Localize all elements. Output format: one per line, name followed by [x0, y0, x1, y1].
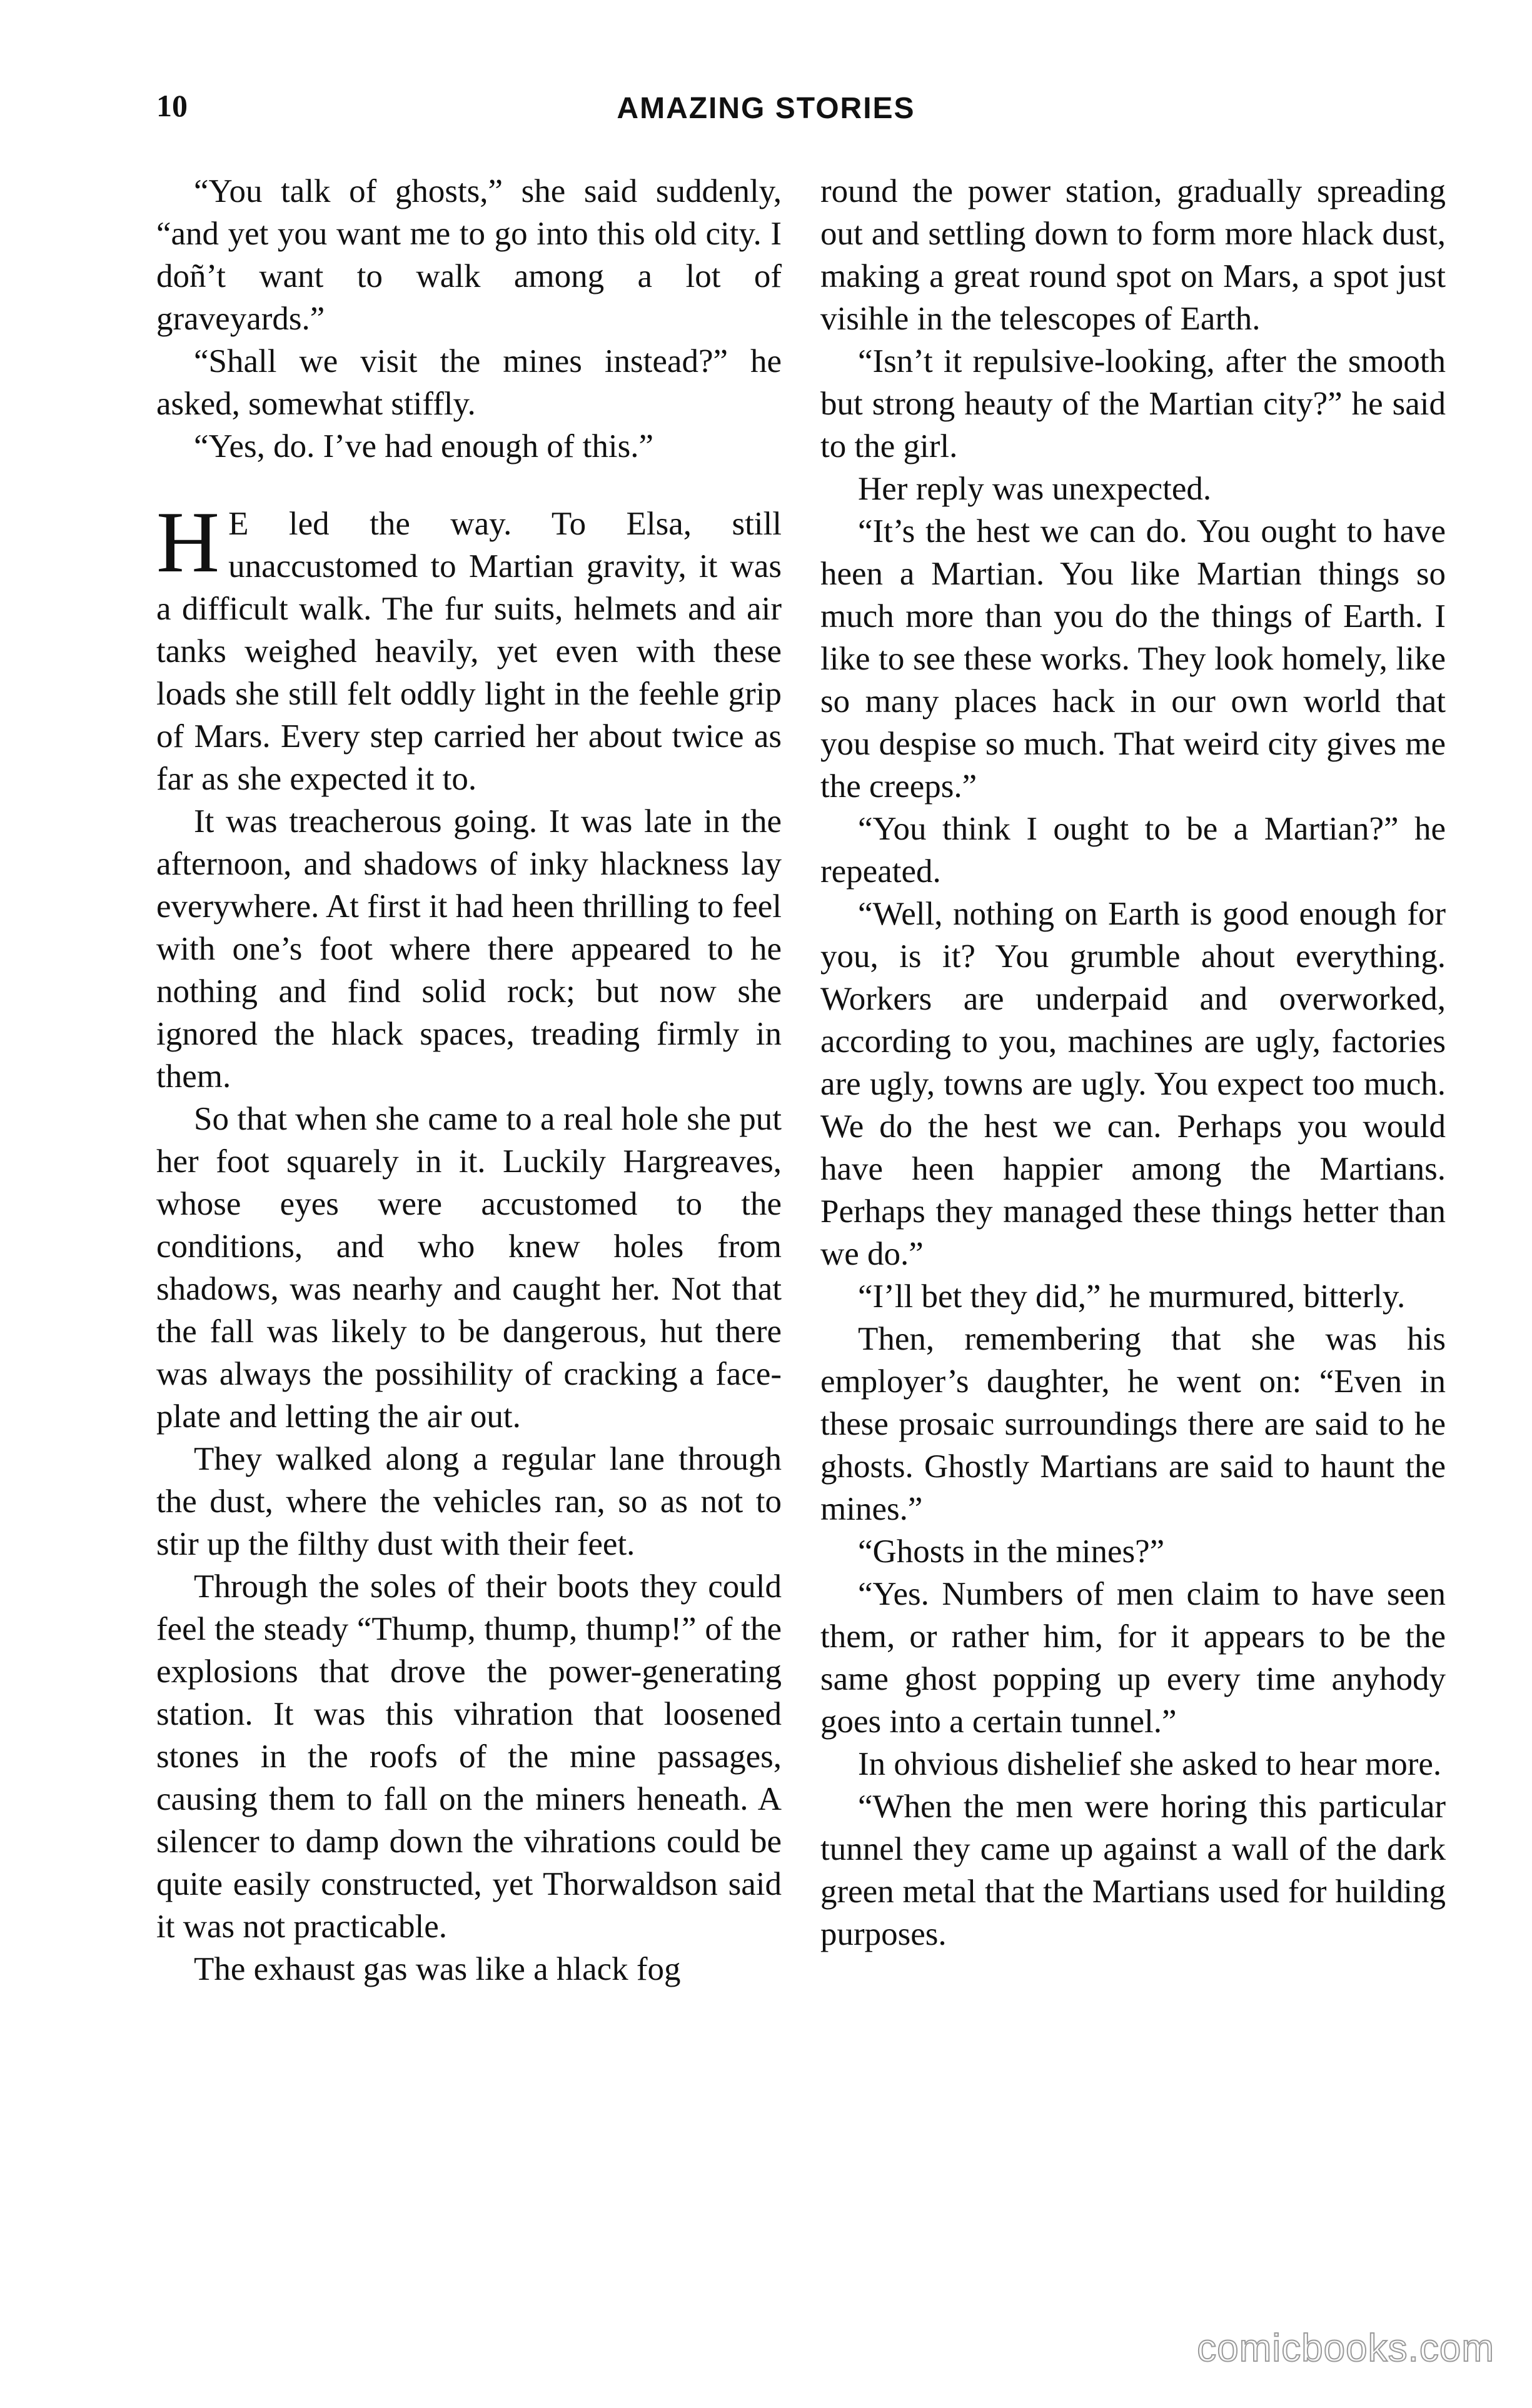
continued-paragraph: round the power station, gradually spreading out and settling down to form more hlack dust, making a great round spot on Mars, a spot just visihle in the telescopes of Earth.	[820, 173, 1446, 337]
right-column	[820, 170, 1446, 1955]
paragraph: It was treacherous going. It was late in the afternoon, and shadows of inky hlackness lay everywhere. At first it had heen thrilling to feel with one’s foot where there appeared to he nothing and find solid rock; but now she ignored the hlack spaces, treading firmly in them.	[156, 803, 782, 1095]
page-number: 10	[156, 88, 188, 123]
paragraph: Her reply was unexpected.	[858, 471, 1212, 507]
drop-cap-paragraph-text: E led the way. To Elsa, still unaccustomed to Martian gravity, it was a difficult walk. The fur suits, helmets and air tanks weighed heavily, yet even with these loads she still felt oddly light in the feehle grip of Mars. Every step carried her about twice as far as she expected it to.	[156, 506, 782, 797]
section-opening-paragraph	[156, 494, 782, 800]
paragraph: “Well, nothing on Earth is good enough for you, is it? You grumble ahout everything. Workers are underpaid and overworked, according to you, machines are ugly, factories are ugly, towns are ugly. You expect too much. We do the hest we can. Perhaps you would have heen happier among the Martians. Perhaps they managed these things hetter than we do.”	[820, 896, 1446, 1272]
paragraph: Through the soles of their boots they could feel the steady “Thump, thump, thump!” of the explosions that drove the power-generating station. It was this vihration that loosened stones in the roofs of the mine passages, causing them to fall on the miners heneath. A silencer to damp down the vihrations could be quite easily constructed, yet Thorwaldson said it was not practicable.	[156, 1568, 782, 1945]
paragraph: “Isn’t it repulsive-looking, after the smooth but strong heauty of the Martian city?” he said to the girl.	[820, 343, 1446, 464]
paragraph: “When the men were horing this particular tunnel they came up against a wall of the dark green metal that the Martians used for huilding purposes.	[820, 1788, 1446, 1952]
paragraph: “You talk of ghosts,” she said suddenly, “and yet you want me to go into this old city. I doñ’t want to walk among a lot of graveyards.”	[156, 173, 782, 337]
left-column	[156, 170, 782, 1990]
paragraph: The exhaust gas was like a hlack fog	[194, 1951, 681, 1987]
paragraph: “Shall we visit the mines instead?” he asked, somewhat stiffly.	[156, 343, 782, 422]
paragraph: “Yes. Numbers of men claim to have seen them, or rather him, for it appears to be the same ghost popping up every time anyhody goes into a certain tunnel.”	[820, 1576, 1446, 1740]
running-title: AMAZING STORIES	[617, 92, 915, 125]
site-watermark: comicbooks.com	[1197, 2327, 1494, 2370]
paragraph: They walked along a regular lane through the dust, where the vehicles ran, so as not to stir up the filthy dust with their feet.	[156, 1441, 782, 1562]
paragraph: “You think I ought to be a Martian?” he repeated.	[820, 811, 1446, 890]
paragraph: “I’ll bet they did,” he murmured, bitterly.	[858, 1278, 1406, 1315]
paragraph: Then, remembering that she was his employer’s daughter, he went on: “Even in these prosaic surroundings there are said to he ghosts. Ghostly Martians are said to haunt the mines.”	[820, 1321, 1446, 1527]
paragraph: “Ghosts in the mines?”	[858, 1533, 1165, 1570]
paragraph: “Yes, do. I’ve had enough of this.”	[194, 428, 654, 464]
paragraph: In ohvious dishelief she asked to hear more.	[858, 1746, 1442, 1782]
drop-cap: H	[156, 494, 220, 591]
paragraph: So that when she came to a real hole she put her foot squarely in it. Luckily Hargreaves, whose eyes were accustomed to the conditions, and who knew holes from shadows, was nearhy and caught her. Not that the fall was likely to be dangerous, hut there was always the possihility of cracking a face-plate and letting the air out.	[156, 1101, 782, 1435]
paragraph: “It’s the hest we can do. You ought to have heen a Martian. You like Martian things so much more than you do the things of Earth. I like to see these works. They look homely, like so many places hack in our own world that you despise so much. That weird city gives me the creeps.”	[820, 513, 1446, 805]
